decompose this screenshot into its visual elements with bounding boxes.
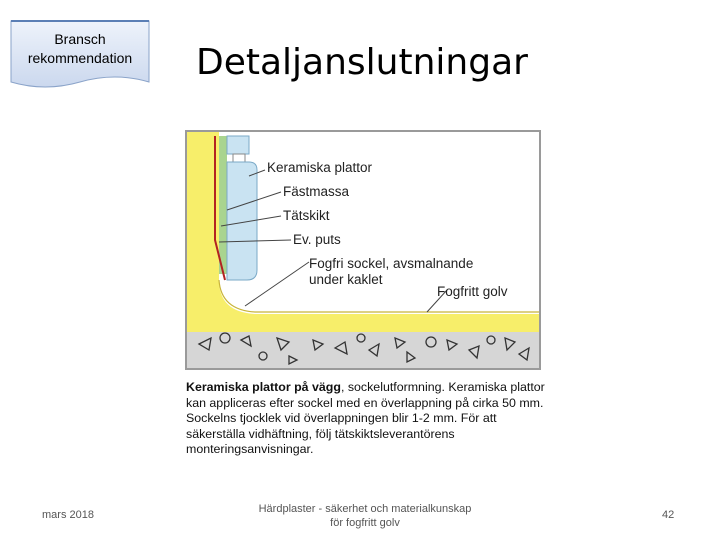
- badge-line-1: Bransch: [54, 31, 106, 47]
- label-keramiska-plattor: Keramiska plattor: [267, 160, 373, 175]
- figure-caption: [186, 380, 546, 458]
- label-fogfri-sockel-2: under kaklet: [309, 272, 383, 287]
- category-badge: [10, 20, 150, 92]
- detail-drawing: [185, 130, 541, 370]
- slide-title: Detaljanslutningar: [196, 42, 528, 83]
- concrete-slab: [187, 332, 539, 368]
- caption-bold: Keramiska plattor på vägg: [186, 380, 341, 394]
- footer-center: [240, 502, 490, 530]
- footer-date: mars 2018: [42, 509, 94, 521]
- label-fastmassa: Fästmassa: [283, 184, 350, 199]
- badge-line-2: rekommendation: [27, 50, 133, 66]
- label-fogfri-sockel-1: Fogfri sockel, avsmalnande: [309, 256, 474, 271]
- detail-drawing-svg: [185, 130, 541, 370]
- adhesive-layer: [219, 136, 227, 274]
- caption-text: , sockelutformning. Keramiska plattor kan appliceras efter sockel med en överlappning på cirka 50 mm. Sockelns tjocklek vid överlappningen blir 1-2 mm. För att säkerställa vidhäftning, följ tätskiktsleverantörens monteringsanvisningar.: [186, 380, 545, 457]
- footer-center-line-2: för fogfritt golv: [330, 517, 400, 529]
- footer-page-number: 42: [662, 509, 675, 521]
- badge-text: [10, 30, 150, 68]
- label-ev-puts: Ev. puts: [293, 232, 341, 247]
- label-fogfritt-golv: Fogfritt golv: [437, 284, 508, 299]
- footer-center-line-1: Härdplaster - säkerhet och materialkunskap: [258, 503, 472, 515]
- label-tatskikt: Tätskikt: [283, 208, 330, 223]
- tile-1: [227, 136, 249, 154]
